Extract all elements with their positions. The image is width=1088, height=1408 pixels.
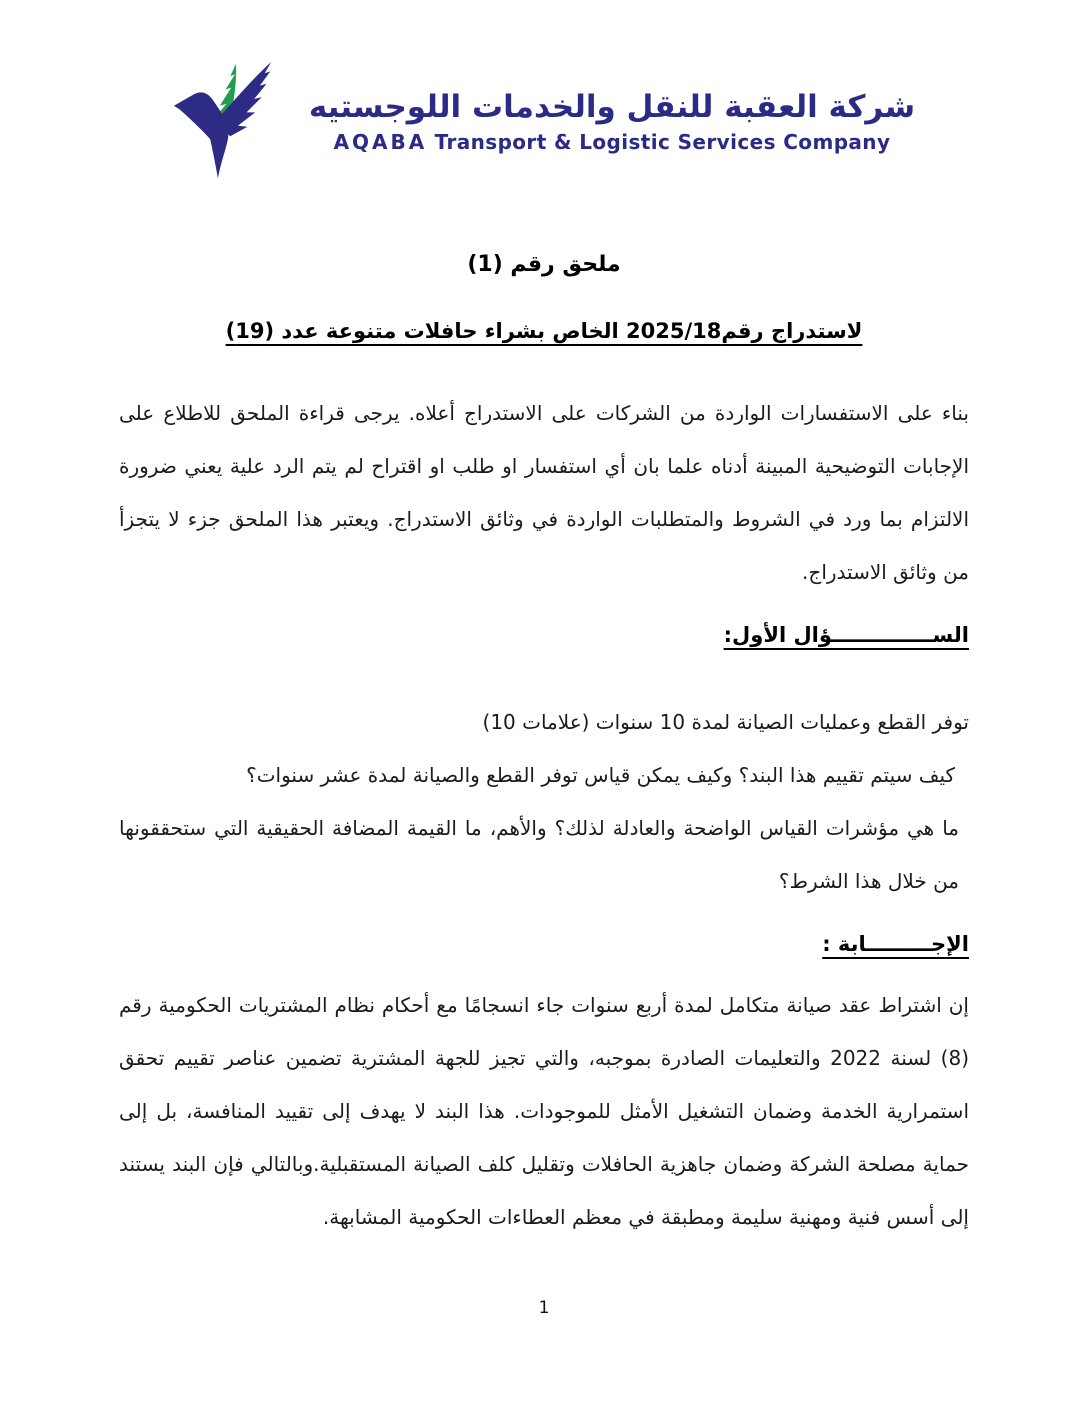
document-body [119,252,969,1244]
company-name-english-rest: Transport & Logistic Services Company [427,130,891,155]
company-logo [0,0,1088,182]
company-name-block [309,88,915,155]
question-line-1: توفر القطع وعمليات الصيانة لمدة 10 سنوات (علامات 10) [482,710,969,734]
company-name-english-aqaba: AQABA [333,130,428,155]
intro-paragraph: بناء على الاستفسارات الواردة من الشركات على الاستدراج أعلاه. يرجى قراءة الملحق للاطلاع على الإجابات التوضيحية المبينة أدناه علما بان أي استفسار او طلب او اقتراح لم يتم الرد علية يعني ضرورة الالتزام بما ورد في الشروط والمتطلبات الواردة في وثائق الاستدراج. ويعتبر هذا الملحق جزء لا يتجزأ من وثائق الاستدراج. [119,401,969,584]
document-title: ملحق رقم (1) [467,252,621,277]
bird-logo-icon [173,60,299,182]
document-subtitle: لاستدراج رقم2025/18 الخاص بشراء حافلات متنوعة عدد (19) [225,319,863,343]
question-line-2: كيف سيتم تقييم هذا البند؟ وكيف يمكن قياس توفر القطع والصيانة لمدة عشر سنوات؟ [246,763,955,787]
page-number: 1 [538,1298,550,1318]
answer-section-header: الإجـــــــــابة : [822,932,969,956]
question-line-3: ما هي مؤشرات القياس الواضحة والعادلة لذلك؟ والأهم، ما القيمة المضافة الحقيقية التي ستحققونها من خلال هذا الشرط؟ [119,816,959,893]
question-section-header: الســــــــــــــؤال الأول: [723,623,969,647]
answer-paragraph: إن اشتراط عقد صيانة متكامل لمدة أربع سنوات جاء انسجامًا مع أحكام نظام المشتريات الحكومية رقم (8) لسنة 2022 والتعليمات الصادرة بموجبه، والتي تجيز للجهة المشترية تضمين عناصر تقييم تحقق استمرارية الخدمة وضمان التشغيل الأمثل للموجودات. هذا البند لا يهدف إلى تقييد المنافسة، بل إلى حماية مصلحة الشركة وضمان جاهزية الحافلات وتقليل كلف الصيانة المستقبلية.وبالتالي فإن البند يستند إلى أسس فنية ومهنية سليمة ومطبقة في معظم العطاءات الحكومية المشابهة. [119,993,969,1229]
company-name-arabic: شركة العقبة للنقل والخدمات اللوجستيه [308,88,916,125]
company-name-english [334,130,891,154]
